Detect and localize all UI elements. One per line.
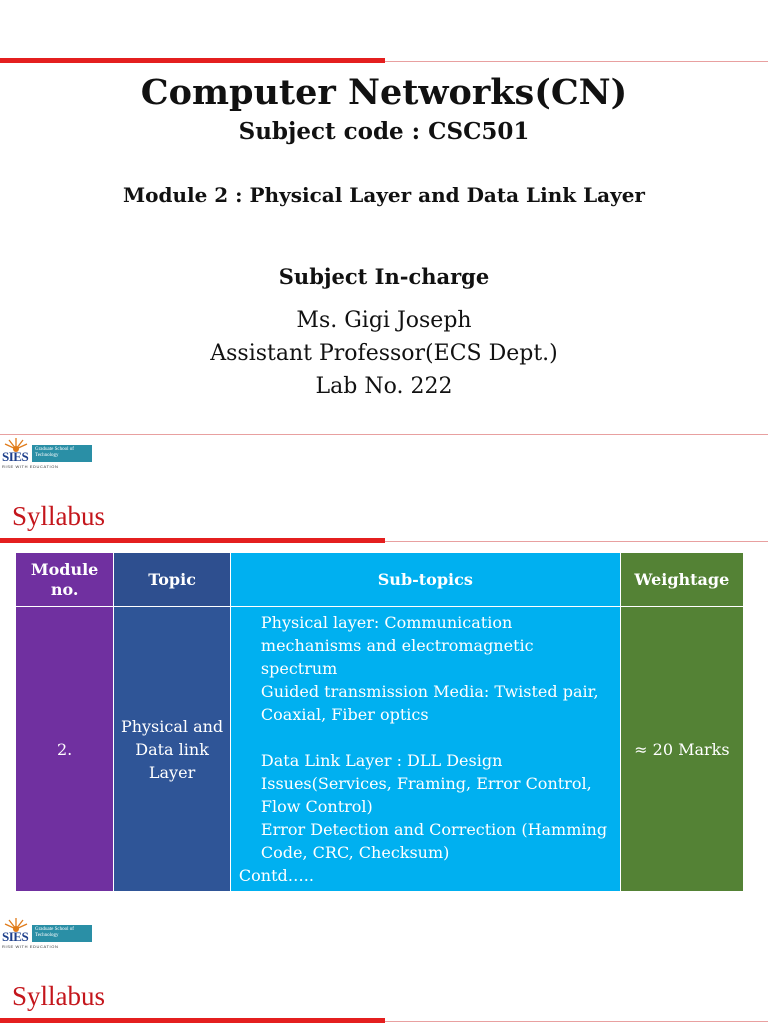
faculty-name: Ms. Gigi Joseph (296, 308, 472, 333)
contd-text: Contd….. (238, 866, 314, 885)
logo-badge: Graduate School of Technology (32, 445, 92, 462)
cell-subtopics (230, 607, 620, 892)
red-divider-line (385, 1021, 768, 1022)
subtopic-item: Error Detection and Correction (Hamming Code, CRC, Checksum) (260, 820, 608, 862)
logo-motto: RISE WITH EDUCATION (2, 464, 59, 469)
table-row (16, 607, 744, 892)
logo-text: SIES (2, 929, 29, 944)
subtopic-item: Physical layer: Communication mechanisms and electromagnetic spectrum (260, 613, 534, 678)
syllabus-slide (0, 425, 768, 913)
red-accent-bar (0, 58, 385, 63)
subtopic-item: Data Link Layer : DLL Design Issues(Services, Framing, Error Control, Flow Control) (260, 751, 592, 816)
header-module-no: Module no. (16, 553, 114, 607)
header-subtopics: Sub-topics (230, 553, 620, 607)
table-header-row (16, 553, 744, 607)
cell-module-no: 2. (16, 607, 114, 892)
faculty-info (0, 304, 768, 403)
header-topic: Topic (114, 553, 231, 607)
red-divider-line (385, 541, 768, 542)
logo-motto: RISE WITH EDUCATION (2, 944, 59, 949)
incharge-heading: Subject In-charge (278, 264, 490, 289)
lab-number: Lab No. 222 (315, 374, 453, 399)
syllabus-slide-continued (0, 913, 768, 1024)
red-accent-bar (0, 1018, 385, 1023)
logo-text: SIES (2, 449, 29, 464)
subtopic-spacer (239, 726, 614, 749)
cell-weightage: ≈ 20 Marks (620, 607, 743, 892)
logo-badge: Graduate School of Technology (32, 925, 92, 942)
header-weightage: Weightage (620, 553, 743, 607)
syllabus-table (15, 552, 744, 892)
module-title: Module 2 : Physical Layer and Data Link Layer (123, 183, 645, 207)
course-title: Computer Networks(CN) (140, 72, 628, 113)
subtopic-item: Guided transmission Media: Twisted pair, Coaxial, Fiber optics (260, 682, 599, 724)
syllabus-heading: Syllabus (12, 501, 106, 531)
red-divider-line (385, 61, 768, 62)
top-divider-line (0, 434, 768, 435)
syllabus-heading: Syllabus (12, 981, 106, 1011)
subject-code: Subject code : CSC501 (238, 118, 530, 145)
title-slide (0, 0, 768, 425)
cell-topic: Physical and Data link Layer (114, 607, 231, 892)
red-accent-bar (0, 538, 385, 543)
sies-logo (0, 917, 100, 953)
sies-logo (0, 437, 100, 473)
faculty-designation: Assistant Professor(ECS Dept.) (210, 341, 558, 366)
